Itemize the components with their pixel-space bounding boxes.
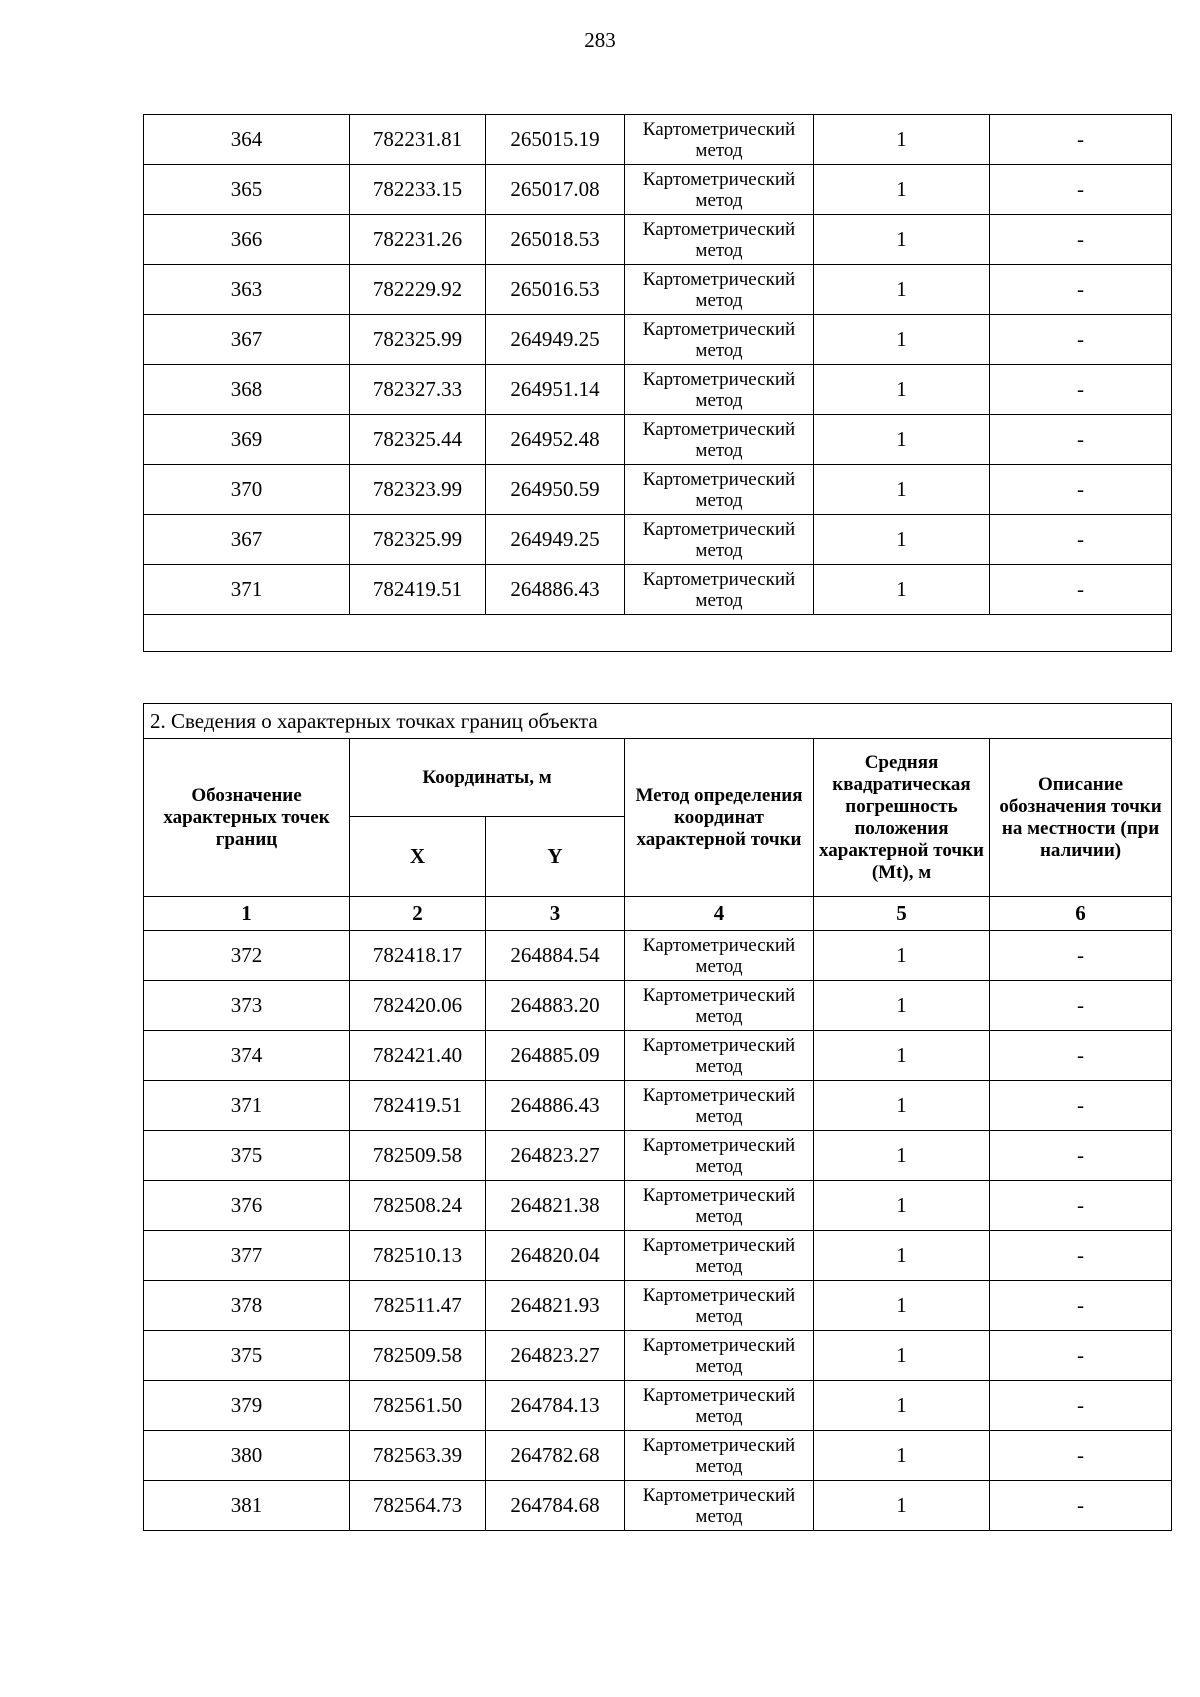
method-cell: Картометрический метод bbox=[625, 1331, 814, 1381]
table-row bbox=[144, 1281, 1172, 1331]
empty-cell bbox=[144, 615, 1172, 652]
method-cell: Картометрический метод bbox=[625, 1081, 814, 1131]
x-coordinate-cell: 782229.92 bbox=[350, 265, 486, 315]
point-cell: 377 bbox=[144, 1231, 350, 1281]
method-cell: Картометрический метод bbox=[625, 315, 814, 365]
y-coordinate-cell: 264952.48 bbox=[486, 415, 625, 465]
header-x: X bbox=[350, 817, 486, 897]
method-cell: Картометрический метод bbox=[625, 265, 814, 315]
x-coordinate-cell: 782419.51 bbox=[350, 565, 486, 615]
description-cell: - bbox=[990, 515, 1172, 565]
x-coordinate-cell: 782510.13 bbox=[350, 1231, 486, 1281]
point-cell: 363 bbox=[144, 265, 350, 315]
mean-error-cell: 1 bbox=[814, 1381, 990, 1431]
table-row bbox=[144, 1431, 1172, 1481]
point-cell: 370 bbox=[144, 465, 350, 515]
description-cell: - bbox=[990, 165, 1172, 215]
table-row bbox=[144, 1231, 1172, 1281]
table-row bbox=[144, 165, 1172, 215]
method-cell: Картометрический метод bbox=[625, 515, 814, 565]
description-cell: - bbox=[990, 1331, 1172, 1381]
mean-error-cell: 1 bbox=[814, 315, 990, 365]
description-cell: - bbox=[990, 1181, 1172, 1231]
description-cell: - bbox=[990, 565, 1172, 615]
table-row bbox=[144, 1381, 1172, 1431]
mean-error-cell: 1 bbox=[814, 1031, 990, 1081]
table-row bbox=[144, 1181, 1172, 1231]
y-coordinate-cell: 264823.27 bbox=[486, 1331, 625, 1381]
mean-error-cell: 1 bbox=[814, 1231, 990, 1281]
y-coordinate-cell: 264949.25 bbox=[486, 515, 625, 565]
description-cell: - bbox=[990, 1431, 1172, 1481]
method-cell: Картометрический метод bbox=[625, 1231, 814, 1281]
mean-error-cell: 1 bbox=[814, 931, 990, 981]
table-row bbox=[144, 315, 1172, 365]
x-coordinate-cell: 782325.99 bbox=[350, 315, 486, 365]
table-row bbox=[144, 515, 1172, 565]
x-coordinate-cell: 782421.40 bbox=[350, 1031, 486, 1081]
description-cell: - bbox=[990, 215, 1172, 265]
bottom-table-body bbox=[144, 931, 1172, 1531]
method-cell: Картометрический метод bbox=[625, 1381, 814, 1431]
x-coordinate-cell: 782509.58 bbox=[350, 1331, 486, 1381]
description-cell: - bbox=[990, 315, 1172, 365]
x-coordinate-cell: 782563.39 bbox=[350, 1431, 486, 1481]
table-row bbox=[144, 365, 1172, 415]
point-cell: 367 bbox=[144, 515, 350, 565]
y-coordinate-cell: 264950.59 bbox=[486, 465, 625, 515]
description-cell: - bbox=[990, 1031, 1172, 1081]
point-cell: 374 bbox=[144, 1031, 350, 1081]
x-coordinate-cell: 782327.33 bbox=[350, 365, 486, 415]
table-row bbox=[144, 931, 1172, 981]
y-coordinate-cell: 264884.54 bbox=[486, 931, 625, 981]
method-cell: Картометрический метод bbox=[625, 165, 814, 215]
header-coordinates: Координаты, м bbox=[350, 739, 625, 817]
point-cell: 368 bbox=[144, 365, 350, 415]
header-description: Описание обозначения точки на местности (при наличии) bbox=[990, 739, 1172, 897]
description-cell: - bbox=[990, 1381, 1172, 1431]
point-cell: 381 bbox=[144, 1481, 350, 1531]
method-cell: Картометрический метод bbox=[625, 465, 814, 515]
header-mean-error: Средняя квадратическая погрешность положения характерной точки (Mt), м bbox=[814, 739, 990, 897]
x-coordinate-cell: 782509.58 bbox=[350, 1131, 486, 1181]
y-coordinate-cell: 264784.13 bbox=[486, 1381, 625, 1431]
mean-error-cell: 1 bbox=[814, 365, 990, 415]
mean-error-cell: 1 bbox=[814, 515, 990, 565]
y-coordinate-cell: 264951.14 bbox=[486, 365, 625, 415]
mean-error-cell: 1 bbox=[814, 1431, 990, 1481]
header-method: Метод определения координат характерной точки bbox=[625, 739, 814, 897]
x-coordinate-cell: 782511.47 bbox=[350, 1281, 486, 1331]
y-coordinate-cell: 264823.27 bbox=[486, 1131, 625, 1181]
page-number: 283 bbox=[584, 28, 616, 52]
point-cell: 376 bbox=[144, 1181, 350, 1231]
y-coordinate-cell: 264820.04 bbox=[486, 1231, 625, 1281]
description-cell: - bbox=[990, 1481, 1172, 1531]
x-coordinate-cell: 782419.51 bbox=[350, 1081, 486, 1131]
x-coordinate-cell: 782564.73 bbox=[350, 1481, 486, 1531]
x-coordinate-cell: 782323.99 bbox=[350, 465, 486, 515]
y-coordinate-cell: 264821.38 bbox=[486, 1181, 625, 1231]
boundary-points-table bbox=[143, 703, 1172, 1531]
mean-error-cell: 1 bbox=[814, 1181, 990, 1231]
boundary-points-table-continued bbox=[143, 114, 1172, 652]
table-row bbox=[144, 215, 1172, 265]
mean-error-cell: 1 bbox=[814, 115, 990, 165]
y-coordinate-cell: 264949.25 bbox=[486, 315, 625, 365]
y-coordinate-cell: 264821.93 bbox=[486, 1281, 625, 1331]
point-cell: 367 bbox=[144, 315, 350, 365]
x-coordinate-cell: 782325.99 bbox=[350, 515, 486, 565]
point-cell: 375 bbox=[144, 1131, 350, 1181]
point-cell: 372 bbox=[144, 931, 350, 981]
x-coordinate-cell: 782233.15 bbox=[350, 165, 486, 215]
point-cell: 375 bbox=[144, 1331, 350, 1381]
point-cell: 380 bbox=[144, 1431, 350, 1481]
table-row bbox=[144, 265, 1172, 315]
mean-error-cell: 1 bbox=[814, 165, 990, 215]
table-row bbox=[144, 1031, 1172, 1081]
x-coordinate-cell: 782231.26 bbox=[350, 215, 486, 265]
method-cell: Картометрический метод bbox=[625, 1481, 814, 1531]
y-coordinate-cell: 265015.19 bbox=[486, 115, 625, 165]
table-row bbox=[144, 465, 1172, 515]
column-number: 5 bbox=[814, 897, 990, 931]
description-cell: - bbox=[990, 365, 1172, 415]
table-row bbox=[144, 981, 1172, 1031]
description-cell: - bbox=[990, 1231, 1172, 1281]
column-number: 2 bbox=[350, 897, 486, 931]
x-coordinate-cell: 782561.50 bbox=[350, 1381, 486, 1431]
y-coordinate-cell: 264883.20 bbox=[486, 981, 625, 1031]
table-row bbox=[144, 1081, 1172, 1131]
method-cell: Картометрический метод bbox=[625, 981, 814, 1031]
x-coordinate-cell: 782325.44 bbox=[350, 415, 486, 465]
mean-error-cell: 1 bbox=[814, 215, 990, 265]
table-row bbox=[144, 115, 1172, 165]
point-cell: 378 bbox=[144, 1281, 350, 1331]
y-coordinate-cell: 264784.68 bbox=[486, 1481, 625, 1531]
mean-error-cell: 1 bbox=[814, 981, 990, 1031]
method-cell: Картометрический метод bbox=[625, 115, 814, 165]
table-row bbox=[144, 415, 1172, 465]
method-cell: Картометрический метод bbox=[625, 1181, 814, 1231]
column-number: 3 bbox=[486, 897, 625, 931]
description-cell: - bbox=[990, 1281, 1172, 1331]
point-cell: 371 bbox=[144, 1081, 350, 1131]
point-cell: 379 bbox=[144, 1381, 350, 1431]
description-cell: - bbox=[990, 1131, 1172, 1181]
section-title: 2. Сведения о характерных точках границ объекта bbox=[144, 704, 1172, 739]
x-coordinate-cell: 782418.17 bbox=[350, 931, 486, 981]
top-table-body bbox=[144, 115, 1172, 652]
mean-error-cell: 1 bbox=[814, 415, 990, 465]
table-row bbox=[144, 1481, 1172, 1531]
description-cell: - bbox=[990, 981, 1172, 1031]
point-cell: 364 bbox=[144, 115, 350, 165]
point-cell: 366 bbox=[144, 215, 350, 265]
mean-error-cell: 1 bbox=[814, 1281, 990, 1331]
method-cell: Картометрический метод bbox=[625, 1031, 814, 1081]
table-row bbox=[144, 565, 1172, 615]
mean-error-cell: 1 bbox=[814, 1131, 990, 1181]
header-y: Y bbox=[486, 817, 625, 897]
method-cell: Картометрический метод bbox=[625, 365, 814, 415]
table-row bbox=[144, 1331, 1172, 1381]
mean-error-cell: 1 bbox=[814, 465, 990, 515]
column-number: 6 bbox=[990, 897, 1172, 931]
description-cell: - bbox=[990, 265, 1172, 315]
mean-error-cell: 1 bbox=[814, 265, 990, 315]
method-cell: Картометрический метод bbox=[625, 215, 814, 265]
description-cell: - bbox=[990, 415, 1172, 465]
mean-error-cell: 1 bbox=[814, 565, 990, 615]
y-coordinate-cell: 265016.53 bbox=[486, 265, 625, 315]
x-coordinate-cell: 782231.81 bbox=[350, 115, 486, 165]
column-number: 1 bbox=[144, 897, 350, 931]
point-cell: 371 bbox=[144, 565, 350, 615]
method-cell: Картометрический метод bbox=[625, 1131, 814, 1181]
table-row bbox=[144, 1131, 1172, 1181]
mean-error-cell: 1 bbox=[814, 1081, 990, 1131]
mean-error-cell: 1 bbox=[814, 1481, 990, 1531]
point-cell: 365 bbox=[144, 165, 350, 215]
y-coordinate-cell: 265017.08 bbox=[486, 165, 625, 215]
point-cell: 373 bbox=[144, 981, 350, 1031]
empty-row bbox=[144, 615, 1172, 652]
point-cell: 369 bbox=[144, 415, 350, 465]
method-cell: Картометрический метод bbox=[625, 931, 814, 981]
y-coordinate-cell: 264885.09 bbox=[486, 1031, 625, 1081]
y-coordinate-cell: 264886.43 bbox=[486, 1081, 625, 1131]
mean-error-cell: 1 bbox=[814, 1331, 990, 1381]
y-coordinate-cell: 264886.43 bbox=[486, 565, 625, 615]
method-cell: Картометрический метод bbox=[625, 565, 814, 615]
x-coordinate-cell: 782508.24 bbox=[350, 1181, 486, 1231]
column-number: 4 bbox=[625, 897, 814, 931]
description-cell: - bbox=[990, 465, 1172, 515]
method-cell: Картометрический метод bbox=[625, 1431, 814, 1481]
method-cell: Картометрический метод bbox=[625, 1281, 814, 1331]
description-cell: - bbox=[990, 1081, 1172, 1131]
y-coordinate-cell: 264782.68 bbox=[486, 1431, 625, 1481]
description-cell: - bbox=[990, 931, 1172, 981]
description-cell: - bbox=[990, 115, 1172, 165]
x-coordinate-cell: 782420.06 bbox=[350, 981, 486, 1031]
y-coordinate-cell: 265018.53 bbox=[486, 215, 625, 265]
method-cell: Картометрический метод bbox=[625, 415, 814, 465]
header-point-designation: Обозначение характерных точек границ bbox=[144, 739, 350, 897]
